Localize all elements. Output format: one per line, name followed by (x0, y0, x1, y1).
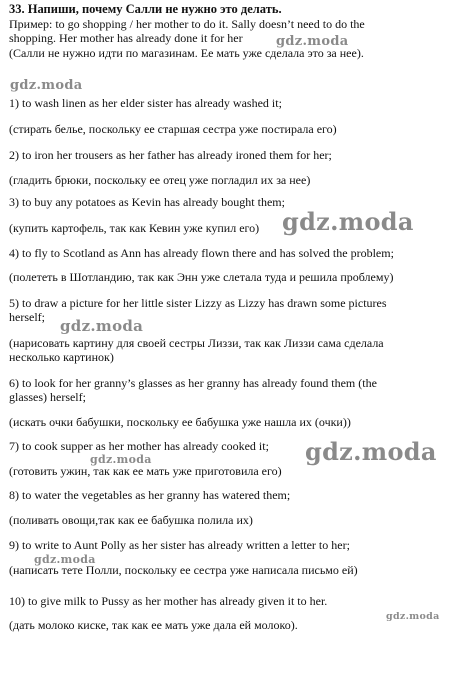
item-ru: (гладить брюки, поскольку ее отец уже погладил их за нее) (9, 173, 311, 187)
watermark: gdz.moda (276, 34, 349, 49)
item-ru: (поливать овощи,так как ее бабушка полила их) (9, 513, 253, 527)
watermark: gdz.moda (282, 207, 414, 236)
item-en: 3) to buy any potatoes as Kevin has already bought them; (9, 195, 285, 209)
item-en: glasses) herself; (9, 390, 86, 404)
example-line: Пример: to go shopping / her mother to do it. Sally doesn’t need to do the (9, 17, 365, 31)
watermark: gdz.moda (90, 453, 152, 466)
watermark: gdz.moda (60, 317, 144, 335)
watermark: gdz.moda (305, 437, 437, 466)
item-en: 8) to water the vegetables as her granny has watered them; (9, 488, 291, 502)
watermark: gdz.moda (34, 553, 96, 566)
item-ru: (дать молоко киске, так как ее мать уже дала ей молоко). (9, 618, 298, 632)
item-ru: (полететь в Шотландию, так как Энн уже слетала туда и решила проблему) (9, 270, 394, 284)
item-en: 1) to wash linen as her elder sister has already washed it; (9, 96, 282, 110)
example-line: shopping. Her mother has already done it for her (9, 31, 243, 45)
item-ru: (готовить ужин, так как ее мать уже приготовила его) (9, 464, 282, 478)
item-ru: (стирать белье, поскольку ее старшая сестра уже постирала его) (9, 122, 337, 136)
item-ru: (искать очки бабушки, поскольку ее бабушка уже нашла их (очки)) (9, 415, 351, 429)
item-en: 9) to write to Aunt Polly as her sister has already written a letter to her; (9, 538, 350, 552)
item-en: 4) to fly to Scotland as Ann has already flown there and has solved the problem; (9, 246, 394, 260)
item-en: 10) to give milk to Pussy as her mother has already given it to her. (9, 594, 328, 608)
item-en: herself; (9, 310, 45, 324)
example-translation: (Салли не нужно идти по магазинам. Ее мать уже сделала это за нее). (9, 46, 364, 60)
item-ru: несколько картинок) (9, 350, 114, 364)
watermark: gdz.moda (386, 611, 440, 622)
item-ru: (написать тете Полли, поскольку ее сестра уже написала письмо ей) (9, 563, 358, 577)
watermark: gdz.moda (10, 78, 83, 93)
item-ru: (купить картофель, так как Кевин уже купил его) (9, 221, 260, 235)
item-ru: (нарисовать картину для своей сестры Лиззи, так как Лиззи сама сделала (9, 336, 384, 350)
item-en: 2) to iron her trousers as her father has already ironed them for her; (9, 148, 332, 162)
item-en: 6) to look for her granny’s glasses as her granny has already found them (the (9, 376, 377, 390)
exercise-title: 33. Напиши, почему Салли не нужно это делать. (9, 2, 282, 16)
item-en: 5) to draw a picture for her little sister Lizzy as Lizzy has drawn some pictures (9, 296, 387, 310)
item-en: 7) to cook supper as her mother has already cooked it; (9, 439, 269, 453)
